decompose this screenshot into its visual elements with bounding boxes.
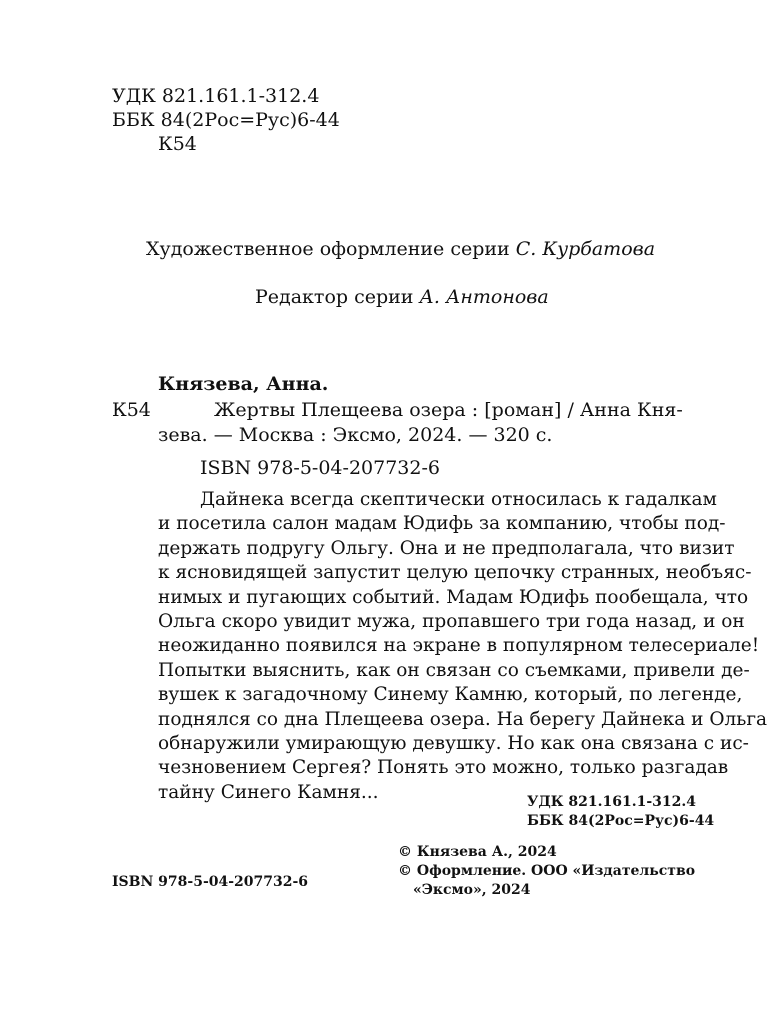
design-credit: [146, 237, 655, 261]
abstract-line: поднялся со дна Плещеева озера. На берегу Дайнека и Ольга: [158, 709, 768, 730]
abstract-line: Дайнека всегда скептически относилась к гадалкам: [200, 489, 717, 510]
bbk-header: ББК 84(2Рос=Рус)6-44: [112, 109, 340, 131]
copyright-design-line1: © Оформление. ООО «Издательство: [398, 863, 696, 879]
abstract-line: вушек к загадочному Синему Камню, который, по легенде,: [158, 684, 743, 705]
abstract-line: Попытки выяснить, как он связан со съемками, привели де-: [158, 660, 750, 681]
catalog-author: Князева, Анна.: [158, 373, 329, 395]
author-mark-header: К54: [158, 133, 197, 155]
catalog-title-line2: зева. — Москва : Эксмо, 2024. — 320 с.: [158, 424, 553, 446]
udk-header: УДК 821.161.1-312.4: [112, 85, 320, 107]
design-label: Художественное оформление серии: [146, 238, 510, 260]
abstract-line: и посетила салон мадам Юдифь за компанию, чтобы под-: [158, 513, 726, 534]
catalog-title-line1: Жертвы Плещеева озера : [роман] / Анна Кня-: [214, 399, 683, 421]
editor-label: Редактор серии: [255, 286, 414, 308]
abstract-line: неожиданно появился на экране в популярном телесериале!: [158, 635, 760, 656]
catalog-isbn: ISBN 978-5-04-207732-6: [200, 457, 440, 479]
editor-name: А. Антонова: [419, 286, 549, 308]
editor-credit: [255, 285, 549, 309]
abstract-line: нимых и пугающих событий. Мадам Юдифь пообещала, что: [158, 587, 749, 608]
design-name: С. Курбатова: [515, 238, 656, 260]
abstract-line: чезновением Сергея? Понять это можно, только разгадав: [158, 757, 729, 778]
abstract-line: тайну Синего Камня...: [158, 782, 379, 803]
catalog-mark: К54: [112, 399, 151, 421]
classification-udk: УДК 821.161.1-312.4: [527, 794, 697, 810]
abstract-line: держать подругу Ольгу. Она и не предполагала, что визит: [158, 538, 735, 559]
copyright-design-line2: «Эксмо», 2024: [413, 882, 531, 898]
abstract-line: обнаружили умирающую девушку. Но как она связана с ис-: [158, 733, 749, 754]
footer-isbn: ISBN 978-5-04-207732-6: [112, 874, 309, 890]
copyright-author: © Князева А., 2024: [398, 844, 557, 860]
abstract-line: Ольга скоро увидит мужа, пропавшего три года назад, и он: [158, 611, 745, 632]
classification-bbk: ББК 84(2Рос=Рус)6-44: [527, 813, 715, 829]
abstract-line: к ясновидящей запустит целую цепочку странных, необъяс-: [158, 562, 752, 583]
